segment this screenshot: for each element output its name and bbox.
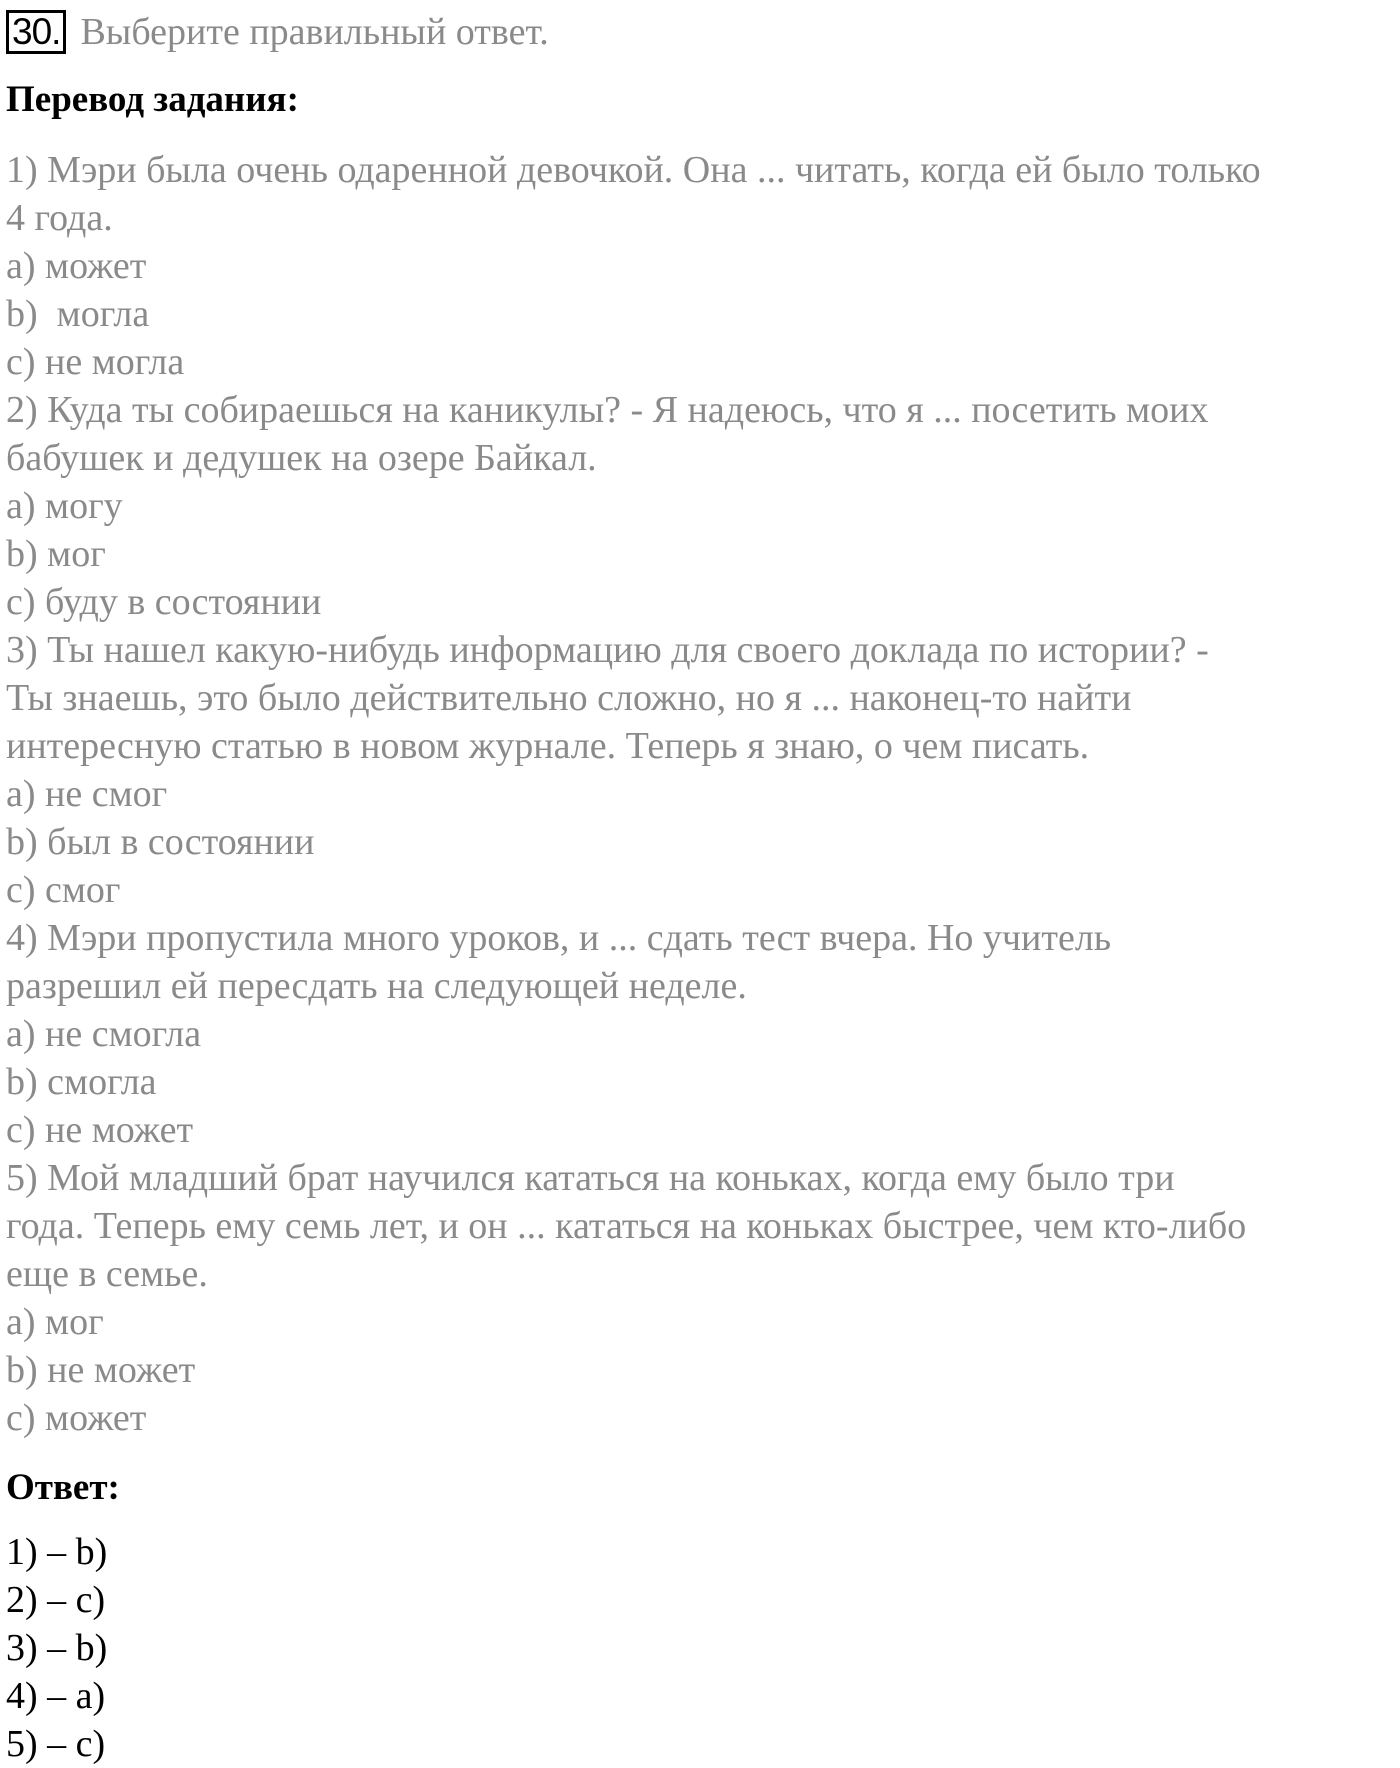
- question-text-line: Ты знаешь, это было действительно сложно, но я ... наконец-то найти: [6, 677, 1132, 719]
- task-number-badge: 30.: [6, 10, 66, 54]
- answer-option: b) был в состоянии: [6, 821, 315, 863]
- translation-heading: Перевод задания:: [6, 79, 299, 120]
- answer-option: b) могла: [6, 293, 150, 335]
- answer-line: 4) – a): [6, 1675, 106, 1717]
- question-text-line: бабушек и дедушек на озере Байкал.: [6, 437, 597, 479]
- question-text-line: 3) Ты нашел какую-нибудь информацию для своего доклада по истории? -: [6, 629, 1209, 671]
- questions-list: [6, 146, 1391, 1442]
- question-text-line: года. Теперь ему семь лет, и он ... кататься на коньках быстрее, чем кто-либо: [6, 1205, 1247, 1247]
- answer-line: 5) – c): [6, 1723, 106, 1765]
- answer-option: a) могу: [6, 485, 123, 527]
- question-text-line: интересную статью в новом журнале. Теперь я знаю, о чем писать.: [6, 725, 1090, 767]
- question-item: [6, 626, 1391, 914]
- question-text-line: 4 года.: [6, 197, 113, 239]
- question-item: [6, 1154, 1391, 1442]
- answer-option: a) мог: [6, 1301, 104, 1343]
- answer-option: b) смогла: [6, 1061, 157, 1103]
- question-item: [6, 146, 1391, 386]
- question-text-line: разрешил ей пересдать на следующей неделе.: [6, 965, 747, 1007]
- answer-option: c) не может: [6, 1109, 194, 1151]
- answer-option: b) мог: [6, 533, 106, 575]
- document-page: [6, 8, 1391, 1768]
- answers-list: [6, 1528, 1391, 1768]
- question-text-line: 1) Мэри была очень одаренной девочкой. Она ... читать, когда ей было только: [6, 149, 1261, 191]
- answer-option: a) не смогла: [6, 1013, 202, 1055]
- answer-option: b) не может: [6, 1349, 196, 1391]
- question-text-line: 5) Мой младший брат научился кататься на коньках, когда ему было три: [6, 1157, 1175, 1199]
- answer-option: c) не могла: [6, 341, 185, 383]
- answer-option: c) смог: [6, 869, 121, 911]
- question-text-line: 4) Мэри пропустила много уроков, и ... сдать тест вчера. Но учитель: [6, 917, 1112, 959]
- answer-option: c) буду в состоянии: [6, 581, 322, 623]
- answer-line: 1) – b): [6, 1531, 108, 1573]
- question-text-line: 2) Куда ты собираешься на каникулы? - Я надеюсь, что я ... посетить моих: [6, 389, 1209, 431]
- task-header: [6, 8, 1391, 56]
- question-text-line: еще в семье.: [6, 1253, 208, 1295]
- question-item: [6, 914, 1391, 1154]
- question-item: [6, 386, 1391, 626]
- answer-option: a) не смог: [6, 773, 168, 815]
- answer-option: a) может: [6, 245, 147, 287]
- answer-heading: Ответ:: [6, 1467, 120, 1508]
- task-instruction: Выберите правильный ответ.: [80, 11, 549, 53]
- answer-line: 2) – c): [6, 1579, 106, 1621]
- answer-line: 3) – b): [6, 1627, 108, 1669]
- answer-option: c) может: [6, 1397, 147, 1439]
